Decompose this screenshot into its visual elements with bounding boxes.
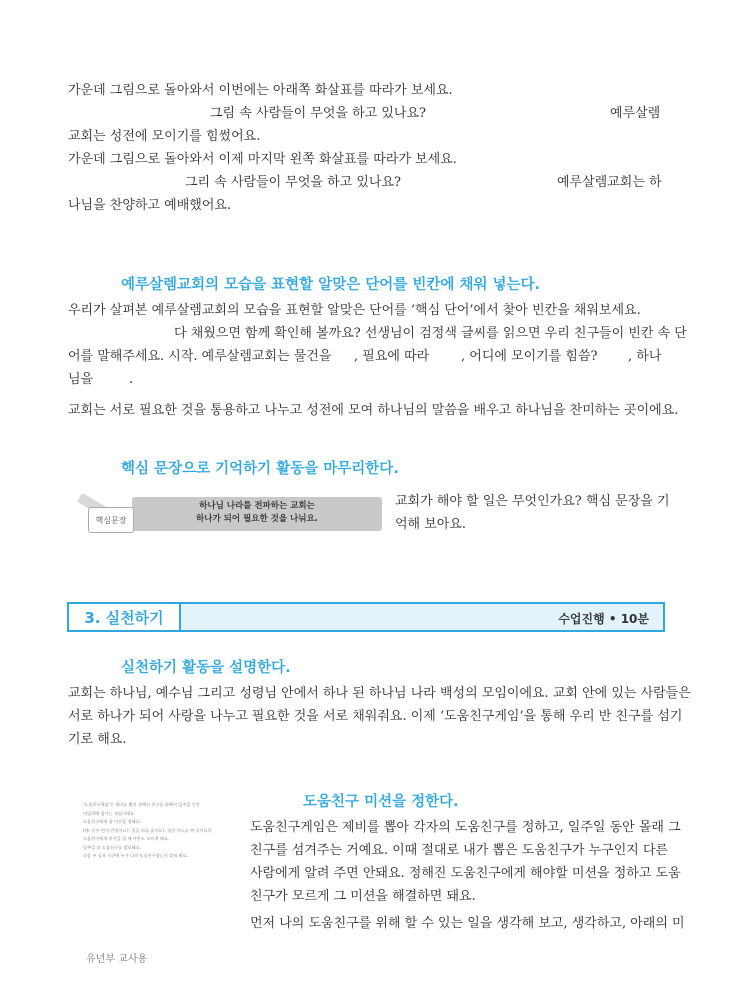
thumbnail-line: 일주일 뒤 도움친구를 발표해요. [83,844,141,850]
section-bar [67,602,665,632]
question-text: 그림 속 사람들이 무엇을 하고 있나요? [210,106,427,121]
paragraph-line: , 하나 [628,349,662,364]
thumbnail-line: (예: 인사 먼저 건넬까요?, 물을 떠다 줄까요?, 칭찬 카드를 써 줄까요?) [83,827,212,833]
paragraph-line: 사람에게 알려 주면 안돼요. 정해진 도움친구에게 해야할 미션을 정하고 도움 [250,866,681,881]
paragraph-line: 친구를 섬겨주는 거예요. 이때 절대로 내가 뽑은 도움친구가 누구인지 다른 [250,843,669,858]
thumbnail-line: 도움친구에게 미션을 할 때 아무도 모르게 해요. [83,836,170,841]
core-sentence-card [82,493,384,535]
thumbnail-line: 다음 주 공과 시간에 누가 나의 도움친구였는지 맞혀 봐요. [83,853,189,858]
thumbnail-line: 비밀리에 섬기는 게임이에요. [83,810,136,816]
paragraph-line: 서로 하나가 되어 사랑을 나누고 필요한 것을 서로 채워줘요. 이제 ‘도움친구게임’을 통해 우리 반 친구를 섬기 [68,709,683,724]
paragraph-line: 어를 말해주세요. 시작. 예루살렘교회는 물건을 [68,349,332,364]
paragraph-line: 교회는 하나님, 예수님 그리고 성령님 안에서 하나 된 하나님 나라 백성의 모임이에요. 교회 안에 있는 사람들은 [68,686,691,701]
section-title: 3. 실천하기 [69,604,181,630]
paragraph-line: . [129,372,134,387]
paragraph-line: 억해 보아요. [395,517,467,532]
paragraph-line: 먼저 나의 도움친구를 위해 할 수 있는 일을 생각해 보고, 생각하고, 아래의 미 [250,916,685,931]
core-sentence-label: 핵심문장 [88,507,134,533]
paragraph-line: 가운데 그림으로 돌아와서 이번에는 아래쪽 화살표를 따라가 보세요. [68,83,453,98]
paragraph-line: 나님을 찬양하고 예배했어요. [68,198,232,213]
core-sentence-line: 하나님 나라를 전파하는 교회는 [199,501,315,511]
section-heading: 도움친구 미션을 정한다. [303,794,459,810]
core-sentence-text [132,500,382,526]
thumbnail-line: '도움친구게임'은 제비를 뽑아 정해진 친구를 위해서 일주일 동안 [83,802,200,807]
thumbnail-line: 도움친구에게 할 미션을 정해요. [83,819,141,824]
core-sentence-line: 하나가 되어 필요한 것을 나눠요. [196,514,318,524]
paragraph-line: 기로 해요. [68,732,127,747]
paragraph-line: 가운데 그림으로 돌아와서 이제 마지막 왼쪽 화살표를 따라가 보세요. [68,152,457,167]
answer-text: 예루살렘교회는 하 [557,175,662,190]
lesson-duration: 수업진행 • 10분 [558,612,649,626]
paragraph-line: , 필요에 따라 [354,349,430,364]
page-footer: 유년부 교사용 [86,954,148,965]
paragraph-line: 교회는 성전에 모이기를 힘썼어요. [68,129,261,144]
paragraph-line: 다 채웠으면 함께 확인해 볼까요? 선생님이 검정색 글씨를 읽으면 우리 친구들이 빈칸 속 단 [174,326,687,341]
paragraph-line: 친구가 모르게 그 미션을 해결하면 돼요. [250,889,476,904]
section-heading: 핵심 문장으로 기억하기 활동을 마무리한다. [121,461,399,477]
paragraph-line: 우리가 살펴본 예루살렘교회의 모습을 표현할 알맞은 단어를 ‘핵심 단어’에서 찾아 빈칸을 채워보세요. [68,303,641,318]
paragraph-line: 교회는 서로 필요한 것을 통용하고 나누고 성전에 모여 하나님의 말씀을 배우고 하나님을 찬미하는 곳이에요. [68,403,679,418]
paragraph-line: , 어디에 모이기를 힘씀? [461,349,598,364]
mission-instructions-thumbnail [83,801,243,926]
question-text: 그리 속 사람들이 무엇을 하고 있나요? [185,175,402,190]
paragraph-line: 교회가 해야 할 일은 무엇인가요? 핵심 문장을 기 [395,494,670,509]
paragraph-line: 도움친구게임은 제비를 뽑아 각자의 도움친구를 정하고, 일주일 동안 몰래 그 [250,820,681,835]
answer-text: 예루살렘 [610,106,661,121]
paragraph-line: 님을 [68,372,94,387]
section-heading: 실천하기 활동을 설명한다. [121,660,291,676]
section-heading: 예루살렘교회의 모습을 표현할 알맞은 단어를 빈칸에 채워 넣는다. [121,277,541,293]
